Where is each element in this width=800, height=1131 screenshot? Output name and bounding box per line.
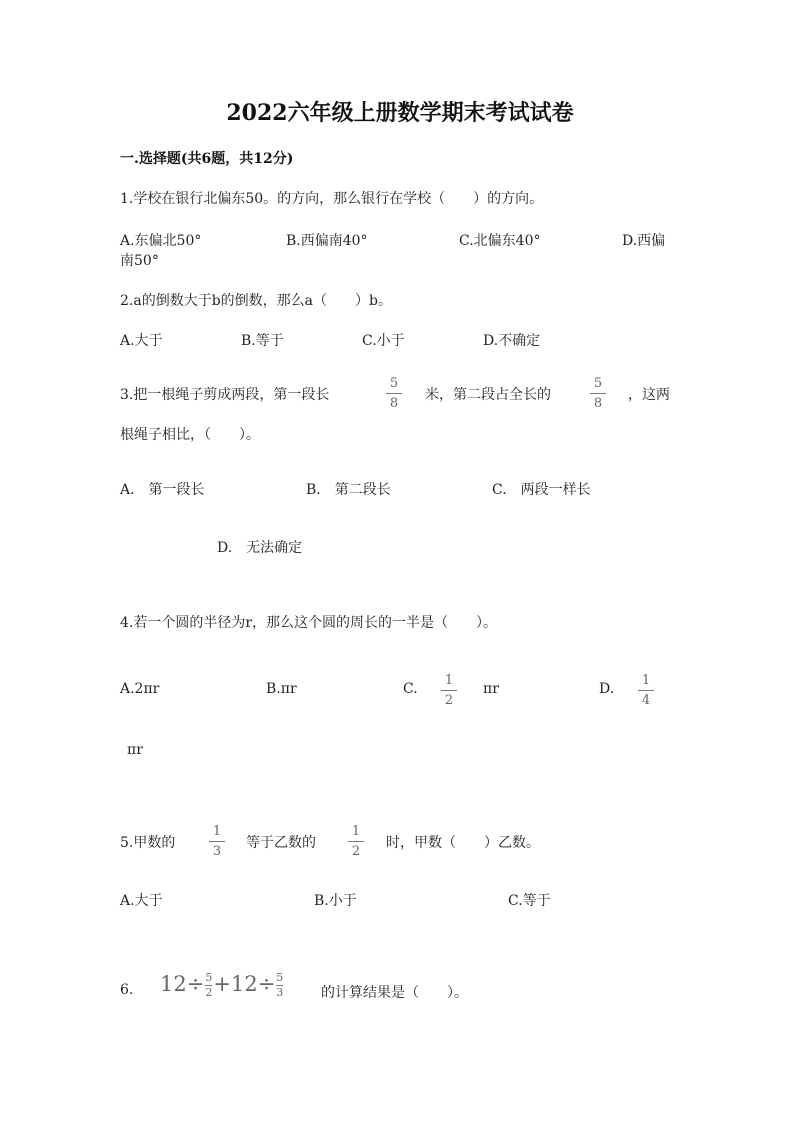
section-heading: 一.选择题(共6题，共12分) [120, 151, 294, 167]
question-3-stem-part3: ，这两 [628, 387, 670, 403]
question-4-option-d-label: D. [599, 681, 615, 697]
question-3-fraction-1: 5 8 [384, 376, 404, 411]
question-3-option-d: D. 无法确定 [217, 540, 303, 556]
question-2-stem: 2.a的倒数大于b的倒数，那么a（ ）b。 [120, 293, 392, 309]
question-5-stem-part1: 5.甲数的 [120, 835, 176, 851]
question-1-option-c: C.北偏东40° [459, 233, 541, 249]
question-3-stem-line2: 根绳子相比，（ ）。 [120, 427, 260, 443]
question-4-option-d-fraction: 1 4 [636, 673, 656, 708]
question-4-option-a: A.2πr [120, 681, 160, 697]
question-5-option-b: B.小于 [314, 893, 357, 909]
question-2-option-c: C.小于 [362, 333, 405, 349]
page-title: 2022六年级上册数学期末考试试卷 [226, 100, 574, 126]
question-6-number: 6. [120, 982, 134, 998]
question-6-stem: 的计算结果是（ ）。 [321, 985, 468, 1001]
question-4-option-c-fraction: 1 2 [439, 673, 459, 708]
question-4-option-c-label: C. [403, 681, 418, 697]
question-5-fraction-1: 1 3 [207, 824, 227, 859]
question-2-option-b: B.等于 [241, 333, 284, 349]
question-3-option-b: B. 第二段长 [306, 482, 391, 498]
question-4-option-d-suffix: πr [127, 742, 143, 758]
question-4-stem: 4.若一个圆的半径为r，那么这个圆的周长的一半是（ ）。 [120, 615, 498, 631]
question-3-fraction-2: 5 8 [588, 376, 608, 411]
question-2-option-a: A.大于 [120, 333, 163, 349]
question-1-stem: 1.学校在银行北偏东50。的方向，那么银行在学校（ ）的方向。 [120, 191, 544, 207]
question-1-option-d-continued: 南50° [120, 253, 159, 269]
question-4-option-c-suffix: πr [483, 681, 499, 697]
question-5-option-c: C.等于 [508, 893, 551, 909]
question-3-stem-part1: 3.把一根绳子剪成两段，第一段长 [120, 387, 330, 403]
question-1-option-d: D.西偏 [622, 233, 666, 249]
question-5-stem-part2: 等于乙数的 [246, 835, 316, 851]
question-6-expression: $12\div\frac{5}{2}+12\div\frac{5}{3}$ [160, 971, 284, 999]
question-3-stem-part2: 米，第二段占全长的 [425, 387, 551, 403]
question-1-option-a: A.东偏北50° [120, 233, 202, 249]
question-5-option-a: A.大于 [120, 893, 163, 909]
question-3-option-a: A. 第一段长 [120, 482, 205, 498]
question-5-fraction-2: 1 2 [346, 824, 366, 859]
question-4-option-b: B.πr [266, 681, 297, 697]
question-1-option-b: B.西偏南40° [286, 233, 368, 249]
question-3-option-c: C. 两段一样长 [492, 482, 591, 498]
question-2-option-d: D.不确定 [483, 333, 541, 349]
question-5-stem-part3: 时，甲数（ ）乙数。 [386, 835, 540, 851]
